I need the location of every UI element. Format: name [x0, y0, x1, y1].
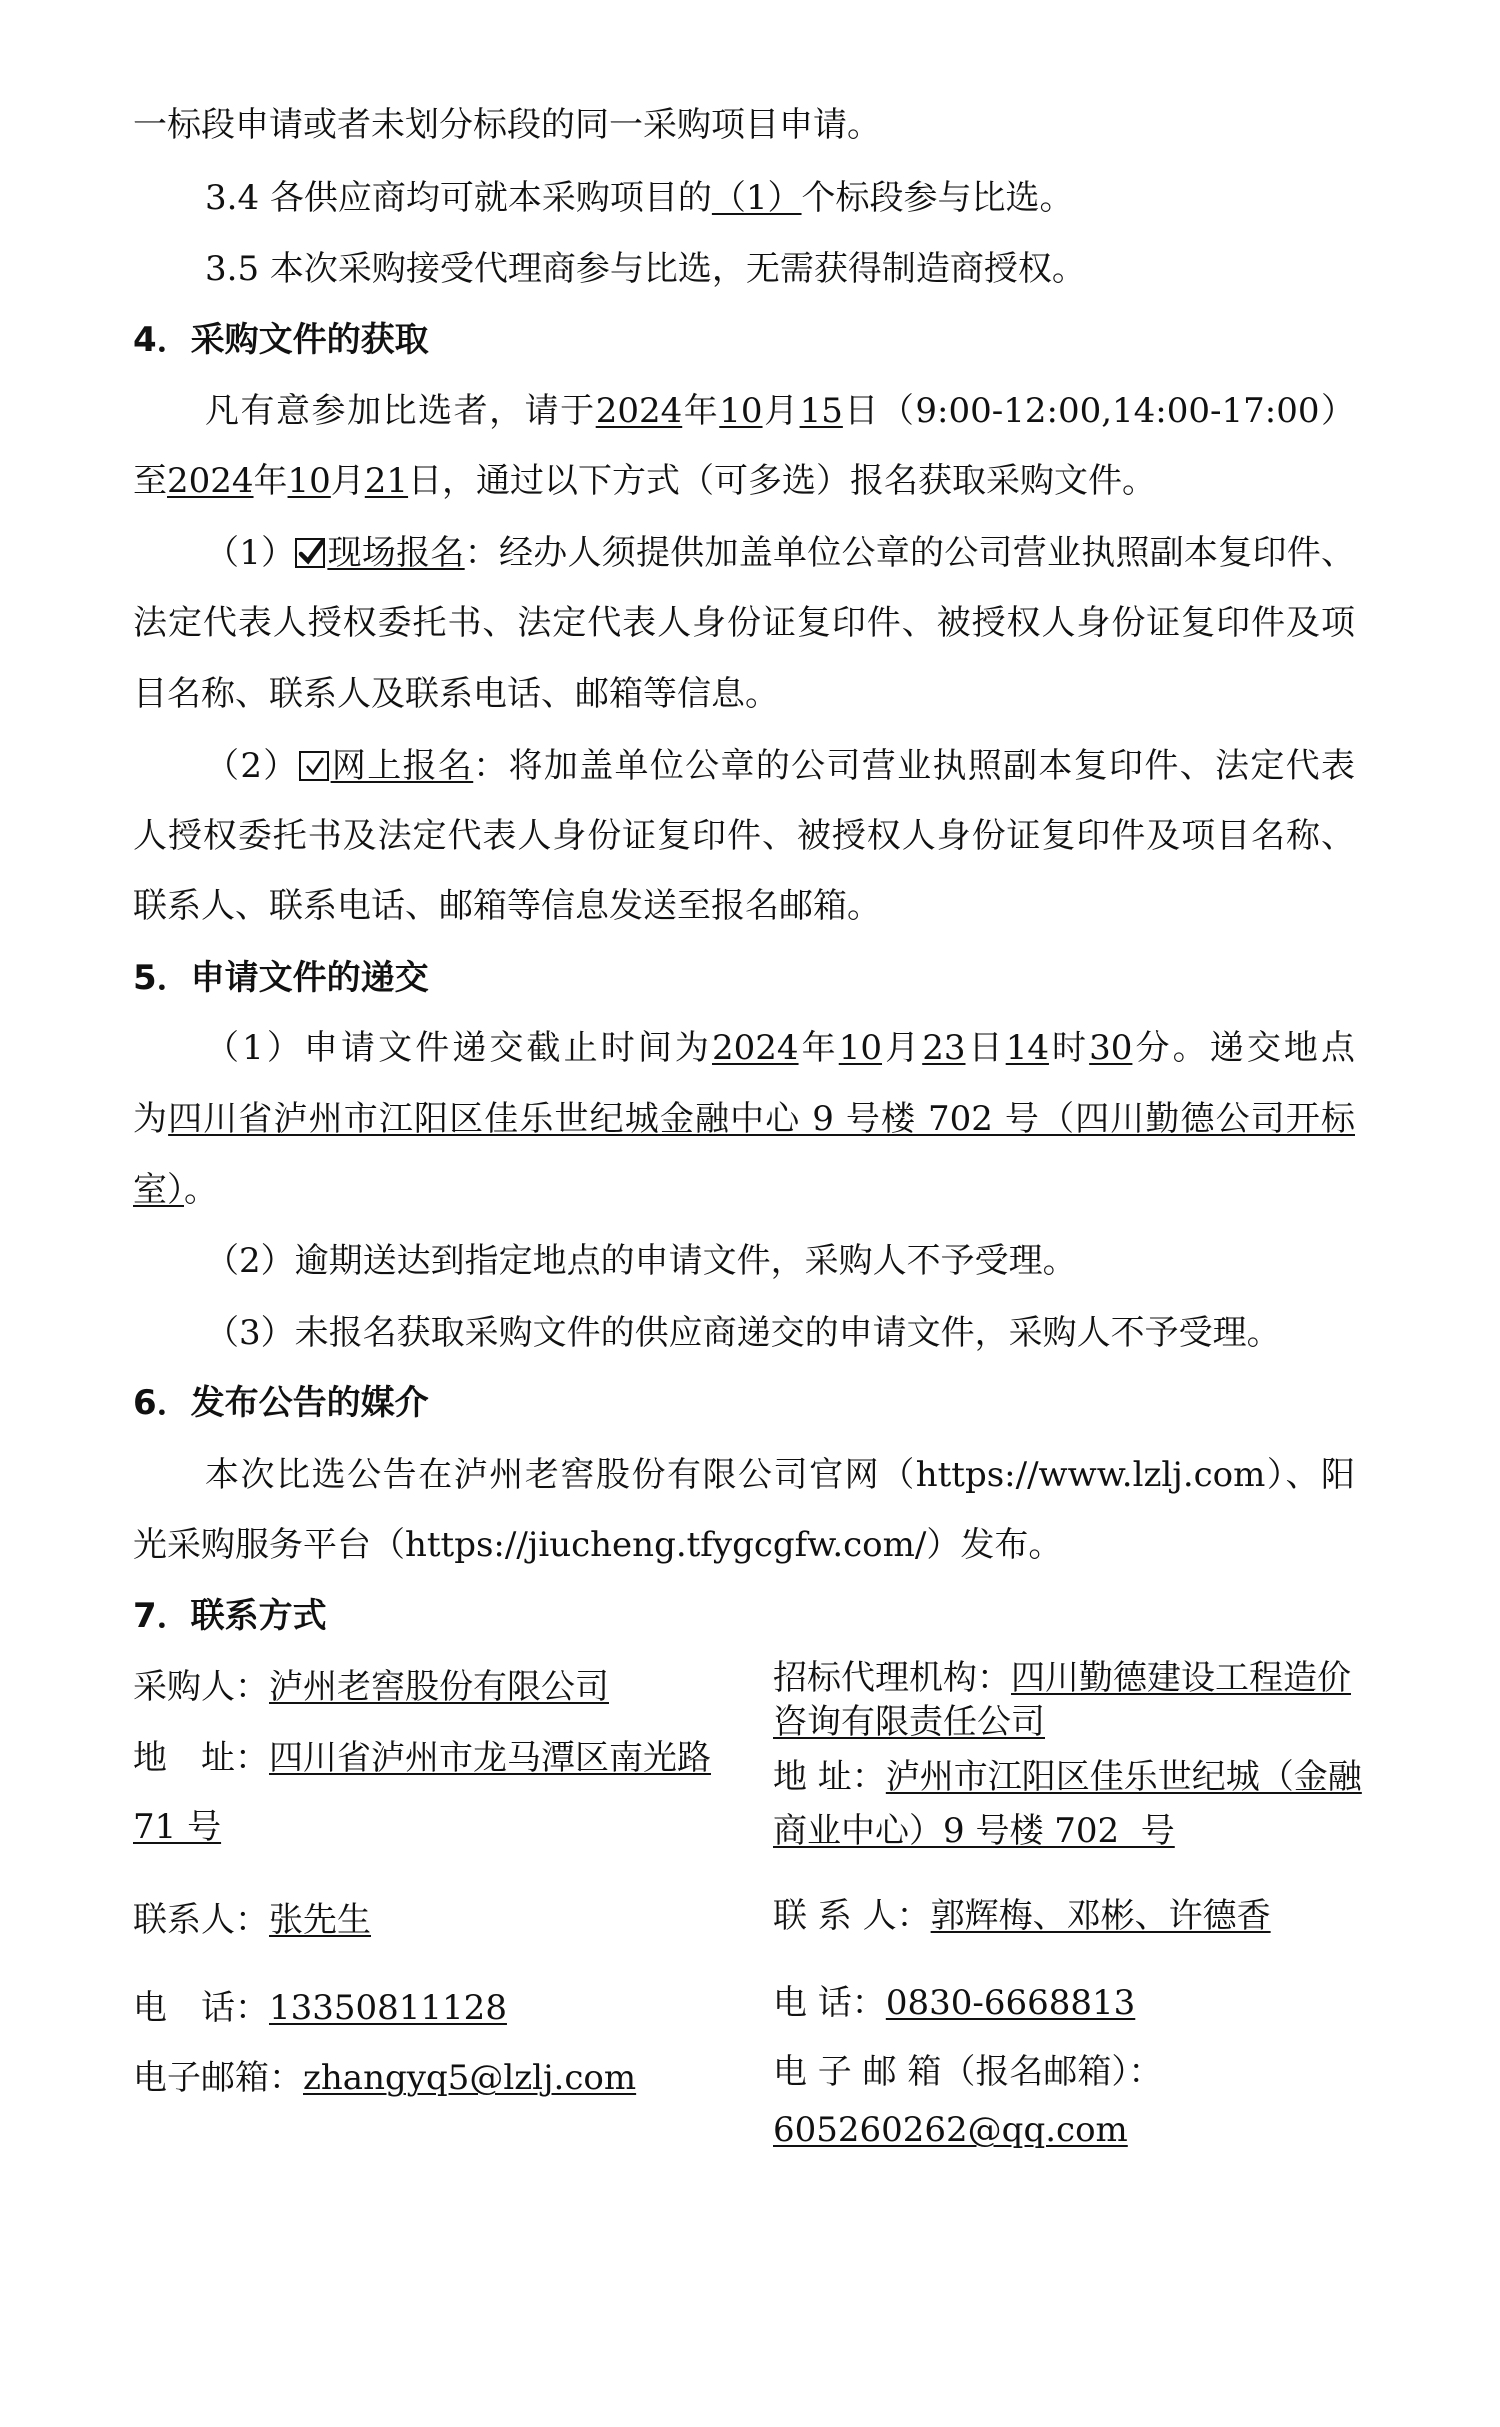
purchaser-email[interactable]: zhangyq5@lzlj.com [303, 2058, 637, 2098]
lot-count-value: （1） [711, 178, 802, 218]
agency-contacts: 郭辉梅、邓彬、许德香 [930, 1896, 1271, 1936]
label: 电 话： [773, 1983, 886, 2023]
agency-email[interactable]: 605260262@qq.com [773, 2110, 1128, 2150]
purchaser-contact: 张先生 [269, 1900, 371, 1940]
section-5-item-1-line-2 [133, 1097, 1355, 1141]
section-4-para-2 [133, 459, 1156, 503]
text: （2） [205, 746, 299, 786]
label: 采购人： [133, 1667, 269, 1707]
agency-name: 四川勤德建设工程造价 [1011, 1658, 1351, 1698]
text: 年 [798, 1028, 839, 1068]
start-year: 2024 [595, 391, 683, 431]
clause-3-5 [205, 247, 1086, 291]
agency-contact-row [773, 1894, 1393, 1938]
option-onsite-line-2: 法定代表人授权委托书、法定代表人身份证复印件、被授权人身份证复印件及项 [133, 603, 1355, 643]
purchaser-address-cont: 71 号 [133, 1807, 222, 1847]
end-month: 10 [287, 461, 331, 501]
label: 地 址： [773, 1757, 886, 1797]
text: 日（9:00-12:00,14:00-17:00） [842, 391, 1356, 431]
text: 月 [330, 461, 365, 501]
text: 月 [762, 391, 800, 431]
label: 电子邮箱： [133, 2058, 303, 2098]
section-5-item-1-line-1 [205, 1026, 1355, 1070]
agency-address-row-2 [773, 1809, 1393, 1853]
agency-name-row-2 [773, 1700, 1393, 1744]
label: 联系人： [133, 1900, 269, 1940]
section-6-line-2: 光采购服务平台（https://jiucheng.tfygcgfw.com/）发布。 [133, 1525, 1063, 1565]
text: 日，通过以下方式（可多选）报名获取采购文件。 [408, 461, 1157, 501]
option-online-line-1 [205, 744, 1355, 788]
label: 地 址： [133, 1738, 269, 1778]
purchaser-phone: 13350811128 [269, 1988, 507, 2028]
agency-address-cont: 商业中心）9 号楼 702 号 [773, 1811, 1175, 1851]
text: 为 [133, 1099, 169, 1139]
purchaser-phone-row [133, 1986, 753, 2030]
text: 凡有意参加比选者，请于 [205, 391, 596, 431]
text: （1）申请文件递交截止时间为 [205, 1028, 713, 1068]
option-label: 网上报名 [330, 746, 474, 786]
onsite-registration-option[interactable] [295, 533, 464, 573]
agency-email-row [773, 2050, 1393, 2094]
label: 招标代理机构： [773, 1658, 1011, 1698]
purchaser-address-row [133, 1736, 753, 1780]
text: 个标段参与比选。 [801, 178, 1074, 218]
section-6-heading: 6．发布公告的媒介 [133, 1383, 429, 1423]
label: 联 系 人： [773, 1896, 931, 1936]
text: ：经办人须提供加盖单位公章的公司营业执照副本复印件、 [464, 533, 1356, 573]
text: 。 [184, 1170, 218, 1210]
checkbox-checked-icon[interactable] [295, 538, 325, 568]
checkbox-checked-icon[interactable] [299, 751, 329, 781]
section-4-heading: 4．采购文件的获取 [133, 320, 429, 360]
end-year: 2024 [167, 461, 254, 501]
text: 日 [965, 1028, 1006, 1068]
text: 月 [882, 1028, 923, 1068]
deadline-hour: 14 [1005, 1028, 1049, 1068]
section-6-line-1: 本次比选公告在泸州老窖股份有限公司官网（https://www.lzlj.com）、阳 [205, 1455, 1355, 1495]
online-registration-option[interactable] [299, 746, 474, 786]
text: ：将加盖单位公章的公司营业执照副本复印件、法定代表 [473, 746, 1356, 786]
clause-3-4 [205, 176, 1074, 220]
label: 电 子 邮 箱（报名邮箱）： [773, 2052, 1163, 2092]
agency-address: 泸州市江阳区佳乐世纪城（金融 [885, 1757, 1362, 1797]
agency-phone-row [773, 1981, 1393, 2025]
text: 3.4 各供应商均可就本采购项目的 [205, 178, 712, 218]
text: 年 [253, 461, 288, 501]
text: 3.5 本次采购接受代理商参与比选，无需获得制造商授权。 [205, 249, 1086, 289]
purchaser-address-row-2 [133, 1805, 753, 1849]
option-online-line-2: 人授权委托书及法定代表人身份证复印件、被授权人身份证复印件及项目名称、 [133, 816, 1355, 856]
end-day: 21 [364, 461, 409, 501]
text: 至 [133, 461, 167, 501]
purchaser-email-row [133, 2056, 753, 2100]
text: （1） [205, 533, 296, 573]
section-5-item-3: （3）未报名获取采购文件的供应商递交的申请文件，采购人不予受理。 [205, 1313, 1281, 1353]
agency-name-cont: 咨询有限责任公司 [773, 1702, 1045, 1742]
start-month: 10 [719, 391, 763, 431]
start-day: 15 [799, 391, 843, 431]
text: 年 [682, 391, 720, 431]
submission-address: 四川省泸州市江阳区佳乐世纪城金融中心 9 号楼 702 号（四川勤德公司开标 [168, 1099, 1355, 1139]
text: 分。递交地点 [1132, 1028, 1356, 1068]
option-label: 现场报名 [327, 533, 465, 573]
option-onsite-line-1 [205, 531, 1355, 575]
purchaser-name-row [133, 1665, 753, 1709]
deadline-month: 10 [838, 1028, 883, 1068]
purchaser-contact-row [133, 1898, 753, 1942]
text: 一标段申请或者未划分标段的同一采购项目申请。 [133, 105, 881, 145]
section-5-item-2: （2）逾期送达到指定地点的申请文件，采购人不予受理。 [205, 1241, 1077, 1281]
section-7-heading: 7．联系方式 [133, 1596, 327, 1636]
purchaser-name: 泸州老窖股份有限公司 [269, 1667, 609, 1707]
submission-address-cont: 室） [133, 1170, 184, 1210]
option-online-line-3: 联系人、联系电话、邮箱等信息发送至报名邮箱。 [133, 886, 881, 926]
purchaser-address: 四川省泸州市龙马潭区南光路 [269, 1738, 711, 1778]
section-5-item-1-line-3 [133, 1168, 218, 1212]
deadline-year: 2024 [712, 1028, 799, 1068]
section-5-heading: 5．申请文件的递交 [133, 958, 429, 998]
agency-name-row [773, 1656, 1393, 1700]
section-4-para-1 [205, 389, 1355, 433]
agency-address-row [773, 1755, 1393, 1799]
label: 电 话： [133, 1988, 269, 2028]
agency-phone: 0830-6668813 [885, 1983, 1136, 2023]
deadline-minute: 30 [1089, 1028, 1133, 1068]
agency-email-row-2 [773, 2108, 1393, 2152]
deadline-day: 23 [922, 1028, 966, 1068]
paragraph-continuation [133, 103, 1355, 147]
option-onsite-line-3: 目名称、联系人及联系电话、邮箱等信息。 [133, 674, 779, 714]
text: 时 [1048, 1028, 1090, 1068]
